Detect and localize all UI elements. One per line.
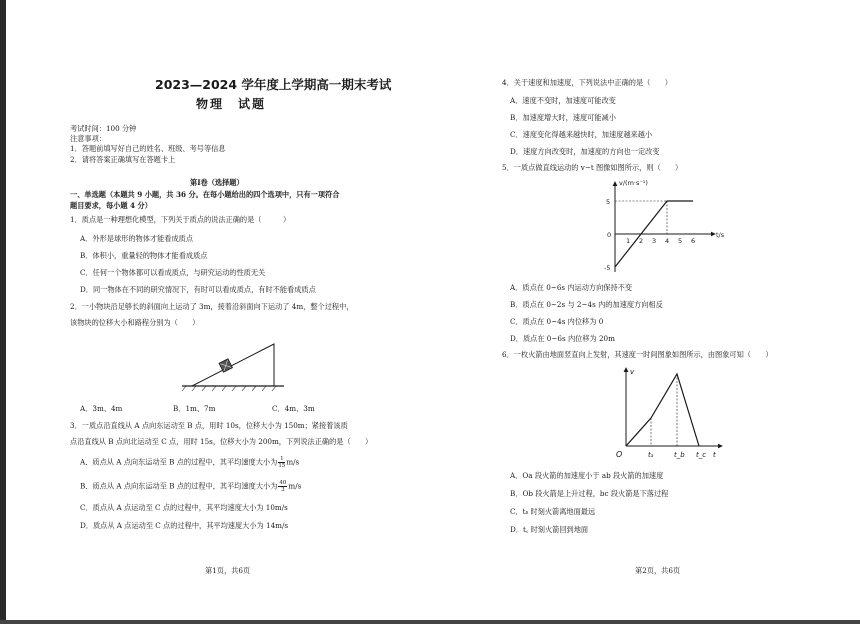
q1-option-c: C．任何一个物体都可以看成质点，与研究运动的性质无关 [80, 268, 266, 277]
q6-velocity-line [626, 374, 699, 446]
q6-option-b: B．Ob 段火箭是上升过程，bc 段火箭是下落过程 [510, 489, 669, 498]
q6-origin-label: O [616, 450, 623, 459]
q3-option-a-text: A．质点从 A 点向东运动至 B 点的过程中，其平均速度大小为 [80, 457, 278, 467]
q6-option-d: D．t꜀ 时刻火箭回到地面 [510, 525, 589, 534]
q2-stem-line2: 该物块的位移大小和路程分别为（ ） [70, 318, 200, 327]
scan-bottom-edge [0, 620, 860, 624]
q6-x-tick-ta: tₐ [648, 451, 654, 459]
exam-subject: 物理 试题 [196, 97, 267, 111]
q1-stem: 1．质点是一种理想化模型，下列关于质点的说法正确的是（ ） [70, 215, 291, 224]
q2-option-b: B．1m、7m [173, 404, 216, 413]
page-2 [430, 0, 860, 624]
q5-x-tick-5: 5 [678, 237, 683, 245]
exam-time: 考试时间：100 分钟 [70, 124, 137, 133]
q1-option-d: D．同一物体在不同的研究情况下，有时可以看成质点，有时不能看成质点 [80, 285, 316, 294]
q5-option-a: A．质点在 0~6s 内运动方向保持不变 [510, 283, 633, 292]
notes-heading: 注意事项： [70, 134, 106, 143]
q6-option-a: A．Oa 段火箭的加速度小于 ab 段火箭的加速度 [510, 471, 664, 480]
q6-option-c: C．tᵦ 时刻火箭离地面最远 [510, 507, 596, 516]
section-intro-line1: 一、单选题（本题共 9 小题，共 36 分。在每小题给出的四个选项中，只有一项符合 [70, 190, 340, 199]
q5-x-tick-1: 1 [626, 237, 631, 245]
q3-option-a-fraction: $\frac{1}{15}$ [278, 456, 286, 469]
q5-x-tick-3: 3 [652, 237, 657, 245]
q5-y-label: v/(m·s⁻¹) [619, 179, 648, 187]
q3-option-a-unit: m/s [286, 457, 300, 467]
q5-stem: 5．一质点做直线运动的 v−t 图像如图所示，则（ ） [502, 163, 683, 172]
q5-x-tick-6: 6 [691, 237, 696, 245]
q5-x-tick-2: 2 [639, 237, 644, 245]
q5-option-c: C．质点在 0~4s 内位移为 0 [510, 317, 604, 326]
q4-option-d: D．速度方向改变时，加速度的方向也一定改变 [510, 147, 660, 156]
q4-option-c: C．速度变化得越来越快时，加速度越来越小 [510, 130, 653, 139]
q5-x-label: t/s [716, 231, 725, 239]
q5-y-tick-neg5: -5 [604, 264, 611, 272]
incline-triangle [192, 344, 274, 386]
q3-stem-line1: 3．一质点沿直线从 A 点向东运动至 B 点，用时 10s，位移大小为 150m；紧接着该质 [70, 421, 348, 430]
incline-diagram [178, 332, 288, 394]
q2-stem-line1: 2．一小物块沿足够长的斜面向上运动了 3m，接着沿斜面向下运动了 4m，整个过程中， [70, 302, 354, 311]
q3-option-a [80, 456, 299, 469]
q6-x-axis-label: t [713, 451, 716, 459]
q1-option-a: A．外形是球形的物体才能看成质点 [80, 234, 194, 243]
note-1: 1．答题前填写好自己的姓名、班级、考号等信息 [70, 144, 226, 153]
q3-option-b-text: B．质点从 A 点向东运动至 B 点的过程中，其平均速度大小为 [80, 481, 278, 491]
section-intro-line2: 题目要求，每小题 4 分） [70, 201, 152, 210]
q3-option-b [80, 480, 301, 493]
q6-y-label: v [630, 368, 635, 376]
q3-option-b-unit: m/s [288, 481, 302, 491]
q3-option-b-fraction: $\frac{40}{3}$ [279, 480, 287, 493]
q6-vt-graph [610, 364, 730, 462]
q4-option-b: B．加速度增大时，速度可能减小 [510, 113, 616, 122]
q4-stem: 4．关于速度和加速度，下列说法中正确的是（ ） [502, 78, 672, 87]
q2-option-a: A．3m、4m [80, 404, 123, 413]
q5-option-d: D．质点在 0~6s 内位移为 20m [510, 334, 615, 343]
q5-option-b: B．质点在 0~2s 与 2~4s 内的加速度方向相反 [510, 300, 663, 309]
block [219, 359, 232, 372]
q2-option-c: C．4m、3m [272, 404, 315, 413]
exam-title: 2023—2024 学年度上学期高一期末考试 [155, 77, 392, 92]
q5-x-tick-4: 4 [665, 237, 670, 245]
q3-option-d: D．质点从 A 点运动至 C 点的过程中，其平均速度大小为 14m/s [80, 521, 289, 530]
q3-option-c: C．质点从 A 点运动至 C 点的过程中，其平均速度大小为 10m/s [80, 503, 288, 512]
page-1-footer: 第1页，共6页 [205, 566, 251, 575]
q5-y-tick-5: 5 [606, 198, 611, 206]
q4-option-a: A．速度不变时，加速度可能改变 [510, 96, 616, 105]
note-2: 2．请将答案正确填写在答题卡上 [70, 155, 176, 164]
q6-x-tick-tc: t_c [696, 451, 707, 459]
page-2-footer: 第2页，共6页 [635, 566, 681, 575]
q5-origin-label: 0 [607, 231, 612, 239]
q3-stem-line2: 点沿直线从 B 点向北运动至 C 点，用时 15s，位移大小为 200m，下列说法正确的是（ ） [70, 437, 373, 446]
ground-hatch [182, 386, 276, 391]
q1-option-b: B．体积小，重量轻的物体才能看成质点 [80, 251, 208, 260]
q5-x-ticks [626, 237, 695, 245]
q5-vt-graph [595, 176, 740, 276]
q6-stem: 6．一枚火箭由地面竖直向上发射，其速度一时间图象如图所示，由图象可知（ ） [502, 350, 773, 359]
q6-x-tick-tb: t_b [674, 451, 685, 459]
section-title: 第Ⅰ卷（选择题） [190, 178, 244, 187]
